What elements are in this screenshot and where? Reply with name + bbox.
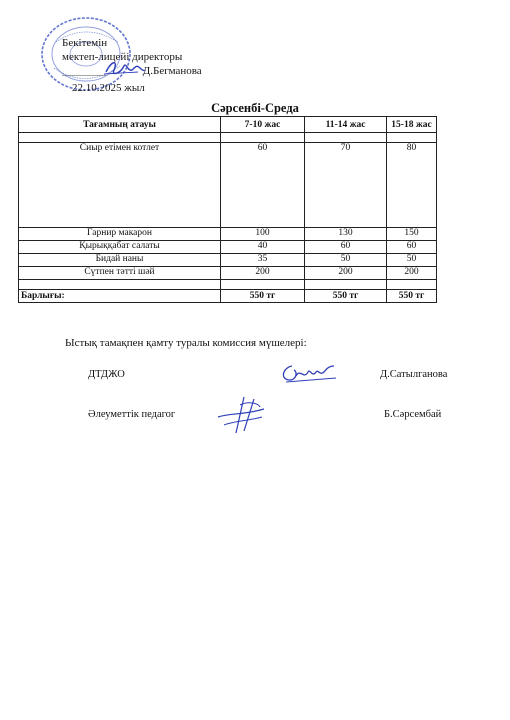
- total-11-14: 550 тг: [305, 290, 387, 303]
- portion-7-10: 200: [221, 267, 305, 280]
- total-7-10: 550 тг: [221, 290, 305, 303]
- table-row: [19, 241, 437, 254]
- portion-11-14: 70: [305, 143, 387, 228]
- menu-table: [18, 116, 437, 303]
- total-label: Барлығы:: [19, 290, 221, 303]
- table-row-spacer: [19, 133, 437, 143]
- approve-label: Бекітемін: [62, 37, 108, 49]
- commission-title: Ыстық тамақпен қамту туралы комиссия мүшелері:: [65, 337, 307, 349]
- member-title-1: ДТДЖО: [88, 369, 125, 380]
- portion-15-18: 60: [387, 241, 437, 254]
- dish-name: Сиыр етімен котлет: [19, 143, 221, 228]
- member-signature-1: [278, 360, 340, 386]
- portion-15-18: 150: [387, 228, 437, 241]
- portion-7-10: 100: [221, 228, 305, 241]
- dish-name: Бидай наны: [19, 254, 221, 267]
- header-dish-name: Тағамның атауы: [19, 117, 221, 133]
- director-signature: [102, 58, 146, 80]
- portion-15-18: 50: [387, 254, 437, 267]
- dish-name: Гарнир макарон: [19, 228, 221, 241]
- table-row: [19, 143, 437, 228]
- table-row: [19, 254, 437, 267]
- table-row: [19, 228, 437, 241]
- approval-date: 22.10.2025 жыл: [72, 82, 145, 94]
- portion-15-18: 200: [387, 267, 437, 280]
- portion-15-18: 80: [387, 143, 437, 228]
- portion-11-14: 60: [305, 241, 387, 254]
- table-row: [19, 267, 437, 280]
- member-name-1: Д.Сатылганова: [380, 369, 448, 380]
- portion-7-10: 40: [221, 241, 305, 254]
- member-signature-2: [214, 395, 268, 435]
- portion-7-10: 60: [221, 143, 305, 228]
- portion-11-14: 130: [305, 228, 387, 241]
- total-15-18: 550 тг: [387, 290, 437, 303]
- dish-name: Қырыққабат салаты: [19, 241, 221, 254]
- approver-position: мектеп-лицейі директоры: [62, 51, 183, 63]
- portion-11-14: 50: [305, 254, 387, 267]
- member-title-2: Әлеуметтік педагог: [88, 409, 176, 420]
- approver-name: Д.Бегманова: [142, 65, 202, 77]
- dish-name: Сүтпен тәтті шәй: [19, 267, 221, 280]
- table-row-spacer: [19, 280, 437, 290]
- member-name-2: Б.Сәрсембай: [384, 409, 442, 420]
- portion-11-14: 200: [305, 267, 387, 280]
- portion-7-10: 35: [221, 254, 305, 267]
- day-title: Сәрсенбі-Среда: [211, 101, 299, 115]
- signature-blank: ________: [62, 65, 106, 77]
- header-age-15-18: 15-18 жас: [387, 117, 437, 133]
- header-age-7-10: 7-10 жас: [221, 117, 305, 133]
- table-header-row: [19, 117, 437, 133]
- table-total-row: [19, 290, 437, 303]
- header-age-11-14: 11-14 жас: [305, 117, 387, 133]
